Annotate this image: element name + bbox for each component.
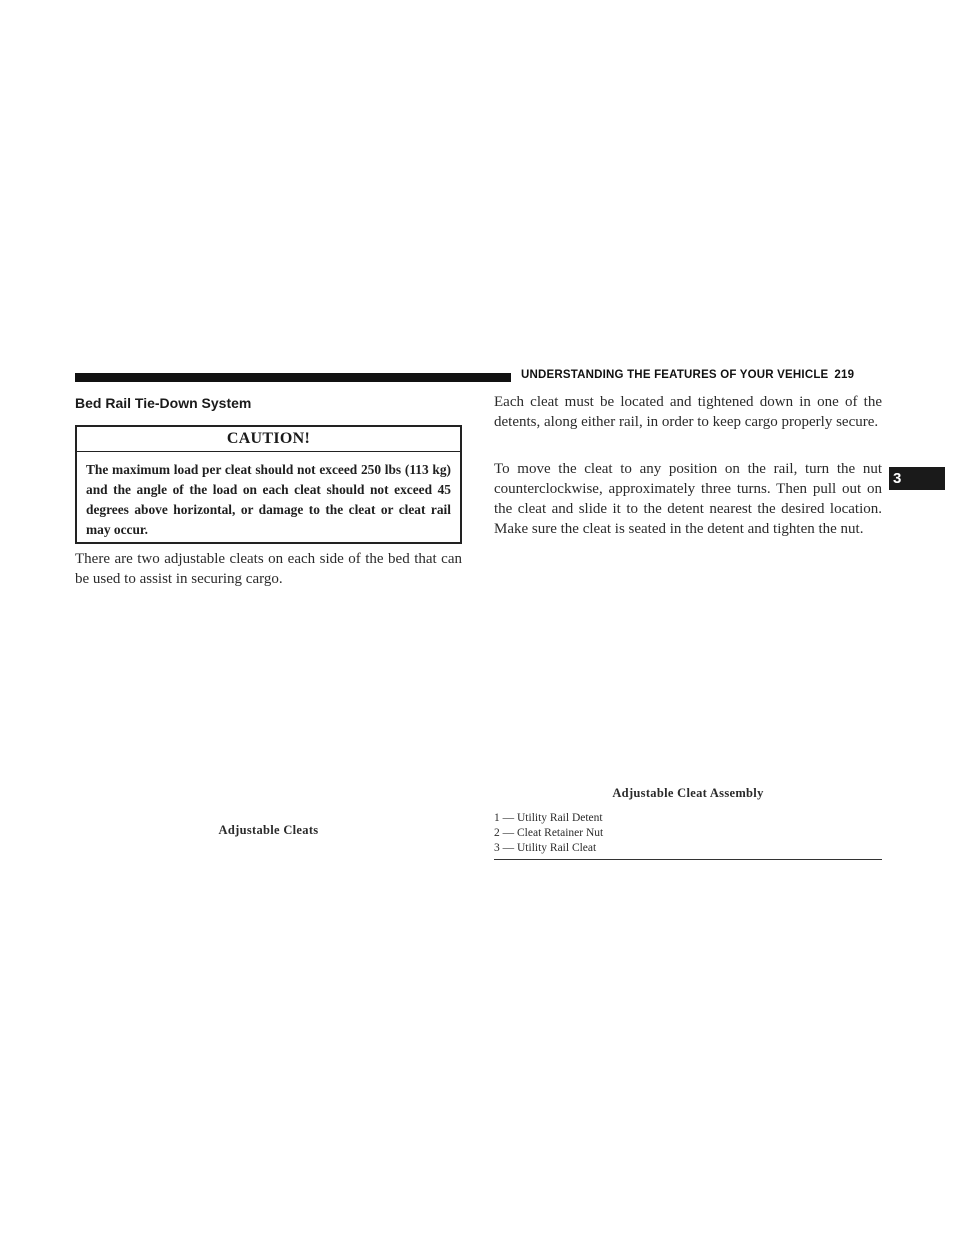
cleats-intro-paragraph: There are two adjustable cleats on each side of the bed that can be used to assist in securing cargo.: [75, 551, 462, 587]
legend-divider: [494, 859, 882, 860]
caution-box: [75, 425, 462, 544]
caution-text: The maximum load per cleat should not exceed 250 lbs (113 kg) and the angle of the load on each cleat should not exceed 45 degrees above horizontal, or damage to the cleat or cleat rail may occur.: [86, 462, 451, 537]
figure-caption-adjustable-cleats: Adjustable Cleats: [218, 823, 319, 837]
running-header: [521, 369, 881, 381]
figure-legend: [494, 811, 882, 856]
legend-item: 2 — Cleat Retainer Nut: [494, 827, 604, 839]
legend-item: 1 — Utility Rail Detent: [494, 812, 603, 824]
running-header-title: UNDERSTANDING THE FEATURES OF YOUR VEHICLE: [521, 369, 829, 381]
cleat-move-paragraph: To move the cleat to any position on the rail, turn the nut counterclockwise, approximately three turns. Then pull out on the cleat and slide it to the detent nearest the desired location. Make sure the cleat is seated in the detent and tighten the nut.: [494, 461, 882, 537]
caution-title: CAUTION!: [77, 427, 460, 452]
legend-item: 3 — Utility Rail Cleat: [494, 842, 597, 854]
figure-caption-cleat-assembly: Adjustable Cleat Assembly: [612, 786, 764, 800]
section-heading: Bed Rail Tie-Down System: [75, 395, 252, 411]
header-bar: [75, 373, 511, 382]
cleat-location-paragraph: Each cleat must be located and tightened down in one of the detents, along either rail, in order to keep cargo properly secure.: [494, 394, 882, 430]
page-number: 219: [834, 369, 855, 381]
chapter-tab: 3: [889, 467, 945, 490]
